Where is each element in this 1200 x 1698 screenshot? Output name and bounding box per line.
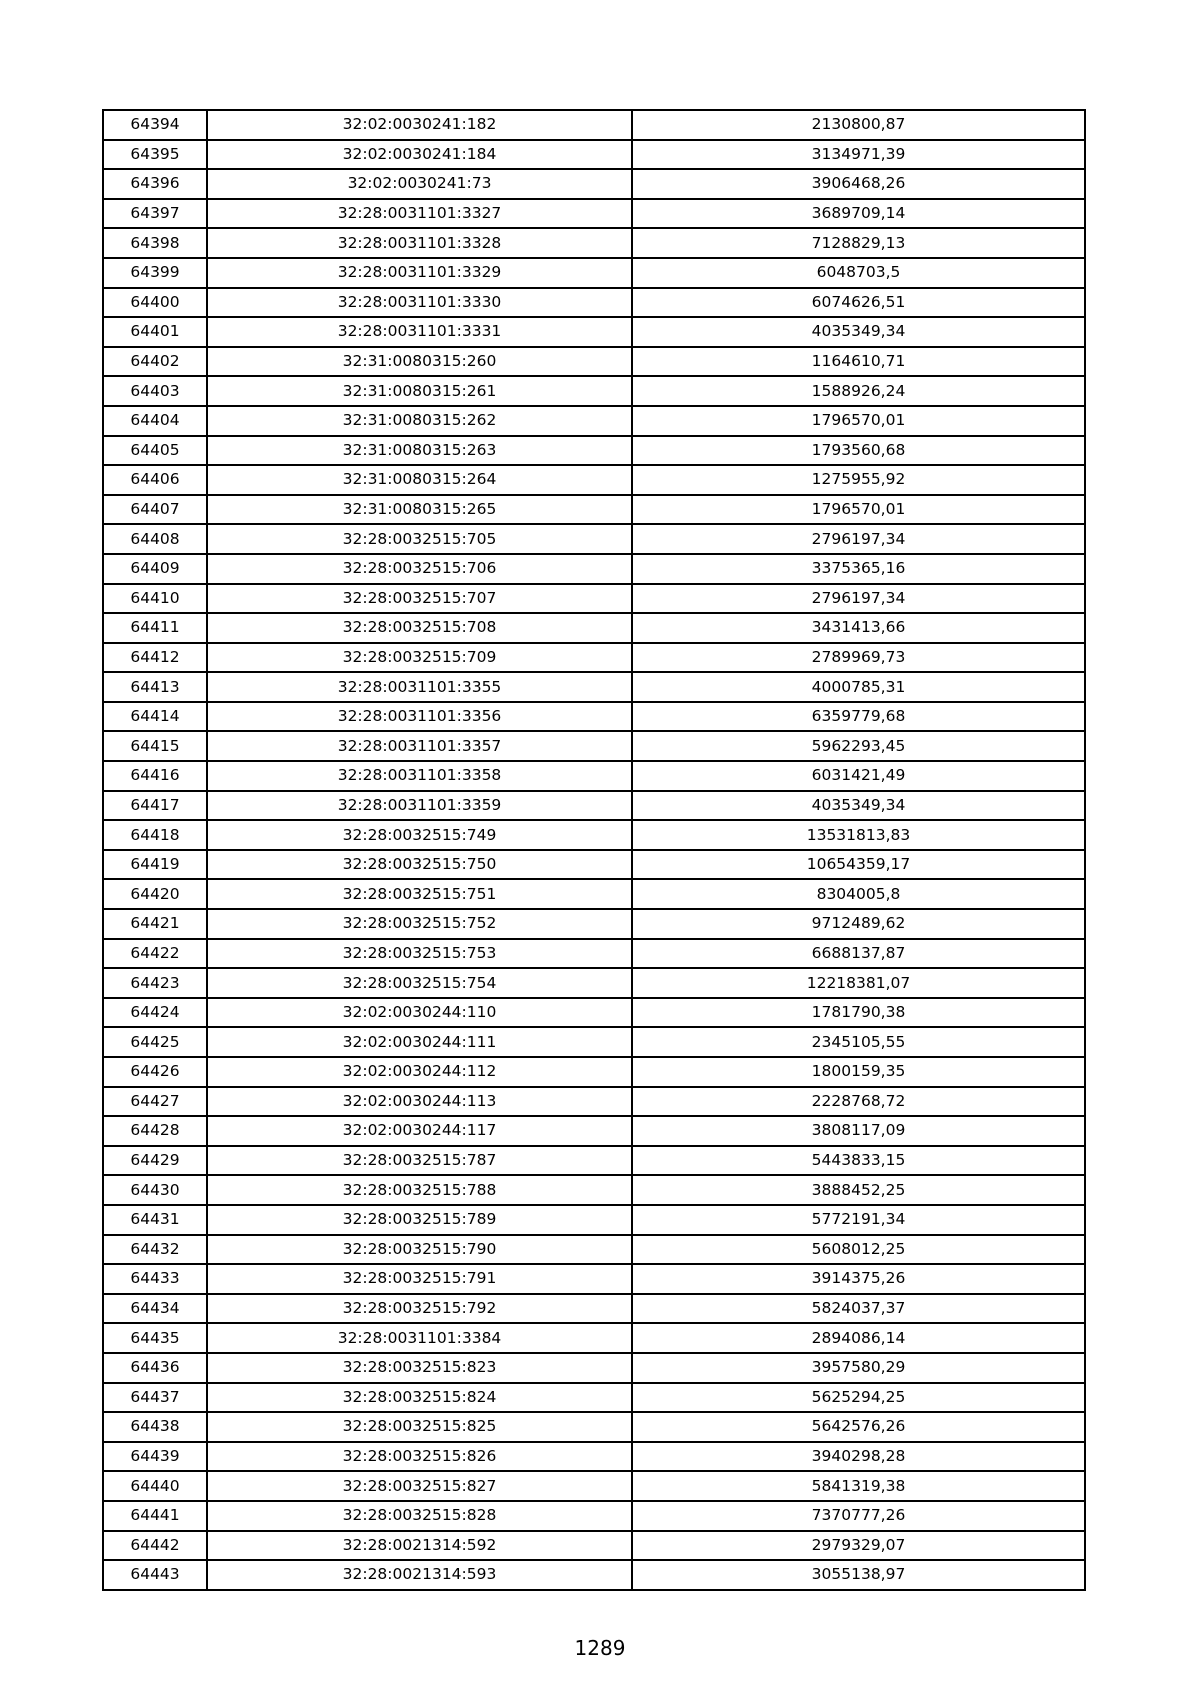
row-index-cell: 64424 bbox=[103, 998, 207, 1028]
table-row bbox=[103, 998, 1085, 1028]
row-index-cell: 64402 bbox=[103, 347, 207, 377]
value-cell: 2796197,34 bbox=[632, 524, 1085, 554]
table-row bbox=[103, 1412, 1085, 1442]
table-row bbox=[103, 879, 1085, 909]
cadastral-number-cell: 32:31:0080315:261 bbox=[207, 376, 632, 406]
data-table bbox=[102, 109, 1086, 1591]
row-index-cell: 64417 bbox=[103, 791, 207, 821]
cadastral-number-cell: 32:31:0080315:263 bbox=[207, 436, 632, 466]
table-row bbox=[103, 820, 1085, 850]
cadastral-number-cell: 32:28:0031101:3355 bbox=[207, 672, 632, 702]
table-row bbox=[103, 1205, 1085, 1235]
row-index-cell: 64441 bbox=[103, 1501, 207, 1531]
value-cell: 4000785,31 bbox=[632, 672, 1085, 702]
value-cell: 6074626,51 bbox=[632, 288, 1085, 318]
table-row bbox=[103, 524, 1085, 554]
row-index-cell: 64403 bbox=[103, 376, 207, 406]
row-index-cell: 64429 bbox=[103, 1146, 207, 1176]
table-row bbox=[103, 1235, 1085, 1265]
cadastral-number-cell: 32:28:0031101:3329 bbox=[207, 258, 632, 288]
cadastral-number-cell: 32:28:0032515:787 bbox=[207, 1146, 632, 1176]
cadastral-number-cell: 32:28:0032515:754 bbox=[207, 968, 632, 998]
row-index-cell: 64433 bbox=[103, 1264, 207, 1294]
row-index-cell: 64430 bbox=[103, 1175, 207, 1205]
value-cell: 9712489,62 bbox=[632, 909, 1085, 939]
row-index-cell: 64412 bbox=[103, 643, 207, 673]
row-index-cell: 64428 bbox=[103, 1116, 207, 1146]
table-row bbox=[103, 584, 1085, 614]
value-cell: 1796570,01 bbox=[632, 406, 1085, 436]
table-row bbox=[103, 939, 1085, 969]
cadastral-number-cell: 32:28:0031101:3359 bbox=[207, 791, 632, 821]
row-index-cell: 64416 bbox=[103, 761, 207, 791]
value-cell: 5962293,45 bbox=[632, 731, 1085, 761]
row-index-cell: 64443 bbox=[103, 1560, 207, 1590]
table-row bbox=[103, 1264, 1085, 1294]
row-index-cell: 64435 bbox=[103, 1323, 207, 1353]
value-cell: 4035349,34 bbox=[632, 791, 1085, 821]
table-row bbox=[103, 643, 1085, 673]
table-row bbox=[103, 406, 1085, 436]
cadastral-number-cell: 32:28:0031101:3356 bbox=[207, 702, 632, 732]
table-row bbox=[103, 495, 1085, 525]
cadastral-number-cell: 32:28:0032515:709 bbox=[207, 643, 632, 673]
table-row bbox=[103, 1531, 1085, 1561]
value-cell: 13531813,83 bbox=[632, 820, 1085, 850]
cadastral-number-cell: 32:31:0080315:265 bbox=[207, 495, 632, 525]
value-cell: 5841319,38 bbox=[632, 1471, 1085, 1501]
cadastral-number-cell: 32:28:0032515:750 bbox=[207, 850, 632, 880]
table-row bbox=[103, 1057, 1085, 1087]
cadastral-number-cell: 32:28:0021314:593 bbox=[207, 1560, 632, 1590]
cadastral-number-cell: 32:28:0032515:705 bbox=[207, 524, 632, 554]
value-cell: 3055138,97 bbox=[632, 1560, 1085, 1590]
value-cell: 6359779,68 bbox=[632, 702, 1085, 732]
value-cell: 2789969,73 bbox=[632, 643, 1085, 673]
value-cell: 2345105,55 bbox=[632, 1027, 1085, 1057]
table-row bbox=[103, 288, 1085, 318]
value-cell: 2894086,14 bbox=[632, 1323, 1085, 1353]
row-index-cell: 64426 bbox=[103, 1057, 207, 1087]
table-row bbox=[103, 169, 1085, 199]
row-index-cell: 64421 bbox=[103, 909, 207, 939]
value-cell: 10654359,17 bbox=[632, 850, 1085, 880]
row-index-cell: 64400 bbox=[103, 288, 207, 318]
value-cell: 5625294,25 bbox=[632, 1383, 1085, 1413]
row-index-cell: 64408 bbox=[103, 524, 207, 554]
value-cell: 3940298,28 bbox=[632, 1442, 1085, 1472]
cadastral-number-cell: 32:28:0021314:592 bbox=[207, 1531, 632, 1561]
table-row bbox=[103, 613, 1085, 643]
value-cell: 3431413,66 bbox=[632, 613, 1085, 643]
table-row bbox=[103, 140, 1085, 170]
table-row bbox=[103, 199, 1085, 229]
cadastral-number-cell: 32:28:0032515:827 bbox=[207, 1471, 632, 1501]
table-row bbox=[103, 731, 1085, 761]
row-index-cell: 64434 bbox=[103, 1294, 207, 1324]
page-number: 1289 bbox=[574, 1636, 626, 1660]
cadastral-number-cell: 32:28:0032515:826 bbox=[207, 1442, 632, 1472]
cadastral-number-cell: 32:28:0031101:3384 bbox=[207, 1323, 632, 1353]
row-index-cell: 64437 bbox=[103, 1383, 207, 1413]
value-cell: 4035349,34 bbox=[632, 317, 1085, 347]
cadastral-number-cell: 32:28:0032515:823 bbox=[207, 1353, 632, 1383]
table-row bbox=[103, 1471, 1085, 1501]
table-body bbox=[103, 110, 1085, 1590]
table-row bbox=[103, 1323, 1085, 1353]
cadastral-number-cell: 32:02:0030241:73 bbox=[207, 169, 632, 199]
cadastral-number-cell: 32:02:0030244:117 bbox=[207, 1116, 632, 1146]
value-cell: 1800159,35 bbox=[632, 1057, 1085, 1087]
cadastral-number-cell: 32:28:0032515:791 bbox=[207, 1264, 632, 1294]
row-index-cell: 64414 bbox=[103, 702, 207, 732]
value-cell: 5772191,34 bbox=[632, 1205, 1085, 1235]
table-row bbox=[103, 1353, 1085, 1383]
value-cell: 3888452,25 bbox=[632, 1175, 1085, 1205]
table-row bbox=[103, 1501, 1085, 1531]
table-row bbox=[103, 1146, 1085, 1176]
value-cell: 2130800,87 bbox=[632, 110, 1085, 140]
cadastral-number-cell: 32:28:0031101:3358 bbox=[207, 761, 632, 791]
cadastral-number-cell: 32:28:0032515:790 bbox=[207, 1235, 632, 1265]
table-row bbox=[103, 436, 1085, 466]
table-row bbox=[103, 761, 1085, 791]
table-row bbox=[103, 968, 1085, 998]
cadastral-number-cell: 32:02:0030244:111 bbox=[207, 1027, 632, 1057]
cadastral-number-cell: 32:28:0032515:706 bbox=[207, 554, 632, 584]
value-cell: 7370777,26 bbox=[632, 1501, 1085, 1531]
row-index-cell: 64394 bbox=[103, 110, 207, 140]
table-row bbox=[103, 791, 1085, 821]
value-cell: 6031421,49 bbox=[632, 761, 1085, 791]
table-row bbox=[103, 1116, 1085, 1146]
row-index-cell: 64406 bbox=[103, 465, 207, 495]
table-row bbox=[103, 258, 1085, 288]
row-index-cell: 64397 bbox=[103, 199, 207, 229]
cadastral-number-cell: 32:28:0031101:3331 bbox=[207, 317, 632, 347]
cadastral-number-cell: 32:28:0032515:708 bbox=[207, 613, 632, 643]
value-cell: 5443833,15 bbox=[632, 1146, 1085, 1176]
cadastral-number-cell: 32:28:0032515:825 bbox=[207, 1412, 632, 1442]
table-row bbox=[103, 228, 1085, 258]
value-cell: 7128829,13 bbox=[632, 228, 1085, 258]
row-index-cell: 64395 bbox=[103, 140, 207, 170]
value-cell: 3808117,09 bbox=[632, 1116, 1085, 1146]
cadastral-number-cell: 32:28:0032515:789 bbox=[207, 1205, 632, 1235]
table-row bbox=[103, 554, 1085, 584]
table-row bbox=[103, 1027, 1085, 1057]
row-index-cell: 64438 bbox=[103, 1412, 207, 1442]
cadastral-number-cell: 32:28:0031101:3330 bbox=[207, 288, 632, 318]
cadastral-number-cell: 32:02:0030244:110 bbox=[207, 998, 632, 1028]
row-index-cell: 64423 bbox=[103, 968, 207, 998]
table-row bbox=[103, 1294, 1085, 1324]
value-cell: 1275955,92 bbox=[632, 465, 1085, 495]
table-row bbox=[103, 1175, 1085, 1205]
row-index-cell: 64418 bbox=[103, 820, 207, 850]
value-cell: 2979329,07 bbox=[632, 1531, 1085, 1561]
row-index-cell: 64431 bbox=[103, 1205, 207, 1235]
cadastral-number-cell: 32:02:0030244:113 bbox=[207, 1087, 632, 1117]
row-index-cell: 64440 bbox=[103, 1471, 207, 1501]
value-cell: 1588926,24 bbox=[632, 376, 1085, 406]
cadastral-number-cell: 32:31:0080315:260 bbox=[207, 347, 632, 377]
row-index-cell: 64422 bbox=[103, 939, 207, 969]
row-index-cell: 64399 bbox=[103, 258, 207, 288]
row-index-cell: 64439 bbox=[103, 1442, 207, 1472]
cadastral-number-cell: 32:28:0032515:752 bbox=[207, 909, 632, 939]
row-index-cell: 64442 bbox=[103, 1531, 207, 1561]
value-cell: 6688137,87 bbox=[632, 939, 1085, 969]
row-index-cell: 64411 bbox=[103, 613, 207, 643]
table-row bbox=[103, 1383, 1085, 1413]
row-index-cell: 64415 bbox=[103, 731, 207, 761]
value-cell: 3957580,29 bbox=[632, 1353, 1085, 1383]
cadastral-number-cell: 32:28:0031101:3328 bbox=[207, 228, 632, 258]
cadastral-number-cell: 32:28:0032515:751 bbox=[207, 879, 632, 909]
value-cell: 8304005,8 bbox=[632, 879, 1085, 909]
value-cell: 1781790,38 bbox=[632, 998, 1085, 1028]
cadastral-number-cell: 32:28:0032515:753 bbox=[207, 939, 632, 969]
cadastral-number-cell: 32:28:0032515:792 bbox=[207, 1294, 632, 1324]
row-index-cell: 64436 bbox=[103, 1353, 207, 1383]
cadastral-number-cell: 32:02:0030241:182 bbox=[207, 110, 632, 140]
value-cell: 1793560,68 bbox=[632, 436, 1085, 466]
cadastral-number-cell: 32:02:0030244:112 bbox=[207, 1057, 632, 1087]
row-index-cell: 64401 bbox=[103, 317, 207, 347]
cadastral-number-cell: 32:28:0032515:828 bbox=[207, 1501, 632, 1531]
row-index-cell: 64427 bbox=[103, 1087, 207, 1117]
value-cell: 6048703,5 bbox=[632, 258, 1085, 288]
value-cell: 3689709,14 bbox=[632, 199, 1085, 229]
value-cell: 1164610,71 bbox=[632, 347, 1085, 377]
cadastral-number-cell: 32:28:0032515:788 bbox=[207, 1175, 632, 1205]
row-index-cell: 64405 bbox=[103, 436, 207, 466]
row-index-cell: 64409 bbox=[103, 554, 207, 584]
table-row bbox=[103, 1087, 1085, 1117]
table-row bbox=[103, 909, 1085, 939]
row-index-cell: 64425 bbox=[103, 1027, 207, 1057]
table-row bbox=[103, 850, 1085, 880]
value-cell: 5608012,25 bbox=[632, 1235, 1085, 1265]
cadastral-number-cell: 32:31:0080315:262 bbox=[207, 406, 632, 436]
table-row bbox=[103, 376, 1085, 406]
row-index-cell: 64407 bbox=[103, 495, 207, 525]
row-index-cell: 64413 bbox=[103, 672, 207, 702]
table-row bbox=[103, 317, 1085, 347]
value-cell: 5642576,26 bbox=[632, 1412, 1085, 1442]
row-index-cell: 64404 bbox=[103, 406, 207, 436]
value-cell: 2228768,72 bbox=[632, 1087, 1085, 1117]
cadastral-number-cell: 32:02:0030241:184 bbox=[207, 140, 632, 170]
cadastral-number-cell: 32:31:0080315:264 bbox=[207, 465, 632, 495]
table-row bbox=[103, 1560, 1085, 1590]
table-row bbox=[103, 110, 1085, 140]
value-cell: 2796197,34 bbox=[632, 584, 1085, 614]
row-index-cell: 64419 bbox=[103, 850, 207, 880]
cadastral-number-cell: 32:28:0031101:3327 bbox=[207, 199, 632, 229]
value-cell: 1796570,01 bbox=[632, 495, 1085, 525]
table-row bbox=[103, 702, 1085, 732]
cadastral-number-cell: 32:28:0032515:707 bbox=[207, 584, 632, 614]
table-row bbox=[103, 347, 1085, 377]
row-index-cell: 64398 bbox=[103, 228, 207, 258]
row-index-cell: 64396 bbox=[103, 169, 207, 199]
value-cell: 3906468,26 bbox=[632, 169, 1085, 199]
row-index-cell: 64420 bbox=[103, 879, 207, 909]
cadastral-number-cell: 32:28:0032515:824 bbox=[207, 1383, 632, 1413]
table-row bbox=[103, 672, 1085, 702]
row-index-cell: 64432 bbox=[103, 1235, 207, 1265]
table-row bbox=[103, 465, 1085, 495]
cadastral-number-cell: 32:28:0031101:3357 bbox=[207, 731, 632, 761]
value-cell: 5824037,37 bbox=[632, 1294, 1085, 1324]
value-cell: 3134971,39 bbox=[632, 140, 1085, 170]
row-index-cell: 64410 bbox=[103, 584, 207, 614]
cadastral-number-cell: 32:28:0032515:749 bbox=[207, 820, 632, 850]
value-cell: 3914375,26 bbox=[632, 1264, 1085, 1294]
table-row bbox=[103, 1442, 1085, 1472]
value-cell: 12218381,07 bbox=[632, 968, 1085, 998]
value-cell: 3375365,16 bbox=[632, 554, 1085, 584]
